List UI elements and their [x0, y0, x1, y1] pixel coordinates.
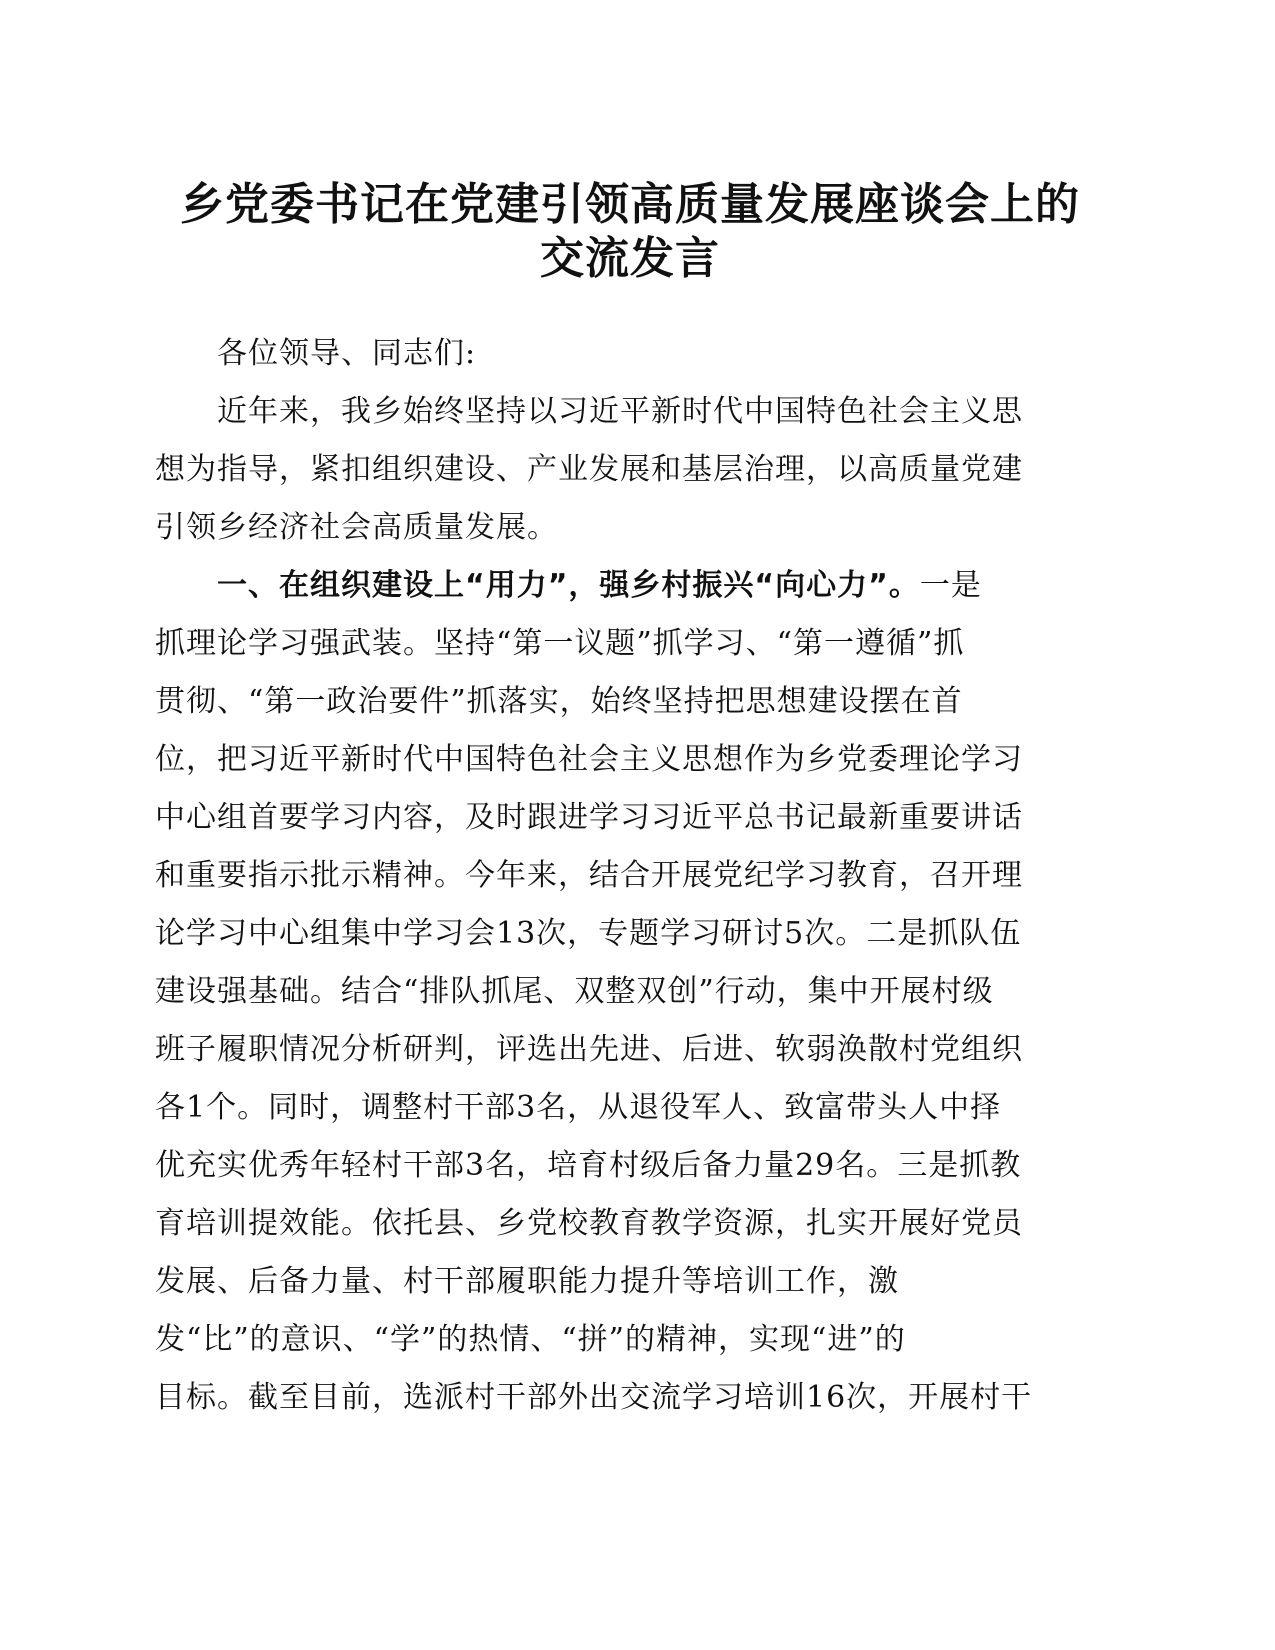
paragraph-line: 目标。截至目前，选派村干部外出交流学习培训16次，开展村干 [155, 1380, 1033, 1415]
paragraph-line: 抓理论学习强武装。坚持“第一议题”抓学习、“第一遵循”抓 [155, 626, 965, 661]
paragraph-line: 中心组首要学习内容，及时跟进学习习近平总书记最新重要讲话 [155, 800, 1023, 835]
paragraph-line: 位，把习近平新时代中国特色社会主义思想作为乡党委理论学习 [155, 742, 1023, 777]
paragraph-line: 班子履职情况分析研判，评选出先进、后进、软弱涣散村党组织 [155, 1032, 1023, 1067]
paragraph-line: 建设强基础。结合“排队抓尾、双整双创”行动，集中开展村级 [155, 974, 994, 1009]
section-1-heading: 一、在组织建设上“用力”，强乡村振兴“向心力”。 [217, 568, 920, 603]
paragraph-line: 各1个。同时，调整村干部3名，从退役军人、致富带头人中择 [155, 1090, 1002, 1125]
section-1-lead: 一是 [919, 568, 982, 603]
paragraph-line: 发“比”的意识、“学”的热情、“拼”的精神，实现“进”的 [155, 1322, 906, 1357]
section-heading-line [155, 557, 1095, 615]
paragraph-line: 发展、后备力量、村干部履职能力提升等培训工作，激 [155, 1264, 899, 1299]
paragraph-line: 和重要指示批示精神。今年来，结合开展党纪学习教育，召开理 [155, 858, 1023, 893]
intro-line: 想为指导，紧扣组织建设、产业发展和基层治理，以高质量党建 [155, 452, 1023, 487]
title-line-2: 交流发言 [540, 233, 720, 284]
paragraph-line: 优充实优秀年轻村干部3名，培育村级后备力量29名。三是抓教 [155, 1148, 1022, 1183]
document-body [155, 325, 1095, 1427]
paragraph-line: 论学习中心组集中学习会13次，专题学习研讨5次。二是抓队伍 [155, 916, 1022, 951]
intro-line: 近年来，我乡始终坚持以习近平新时代中国特色社会主义思 [217, 394, 1023, 429]
title-line-1: 乡党委书记在党建引领高质量发展座谈会上的 [180, 179, 1080, 230]
paragraph-line: 育培训提效能。依托县、乡党校教育教学资源，扎实开展好党员 [155, 1206, 1023, 1241]
intro-line: 引领乡经济社会高质量发展。 [155, 510, 558, 545]
salutation: 各位领导、同志们: [217, 336, 477, 371]
paragraph-line: 贯彻、“第一政治要件”抓落实，始终坚持把思想建设摆在首 [155, 684, 963, 719]
document-title [130, 178, 1130, 286]
